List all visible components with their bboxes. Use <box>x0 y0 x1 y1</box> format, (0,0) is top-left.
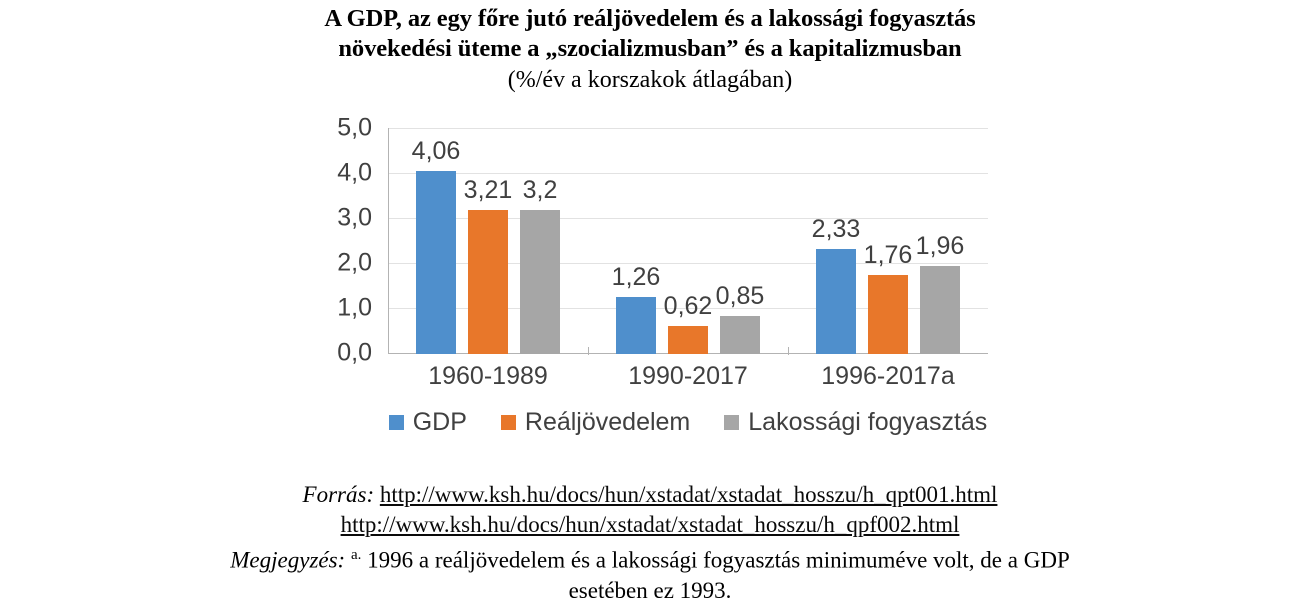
bar-realjovedelem-1996-2017a[interactable] <box>863 240 913 354</box>
bar-lakossagi-fogyasztas-1990-2017[interactable] <box>715 281 765 354</box>
bar-value-label: 4,06 <box>411 137 461 166</box>
x-axis-labels <box>388 362 988 391</box>
y-tick-label: 5,0 <box>337 113 372 142</box>
chart-title-line-2: növekedési üteme a „szocializmusban” és a kapitalizmusban <box>338 35 962 62</box>
legend-label: Lakossági fogyasztás <box>748 408 988 436</box>
bar-group-1960-1989 <box>388 128 588 354</box>
note-marker: a. <box>350 547 362 563</box>
note-row-1 <box>0 540 1300 576</box>
bar-chart <box>300 113 1000 450</box>
bar-value-label: 0,62 <box>663 292 713 321</box>
bar-gdp-1960-1989[interactable] <box>411 137 461 354</box>
bar-lakossagi-fogyasztas-1996-2017a[interactable] <box>915 231 965 354</box>
legend-swatch-icon <box>501 415 516 430</box>
source-link-2[interactable]: http://www.ksh.hu/docs/hun/xstadat/xstadat_hosszu/h_qpf002.html <box>340 512 960 537</box>
bar-groups <box>388 128 988 354</box>
legend-label: GDP <box>412 408 467 436</box>
y-tick-label: 0,0 <box>337 338 372 367</box>
chart-footnotes <box>0 480 1300 606</box>
bar-realjovedelem-1990-2017[interactable] <box>663 292 713 354</box>
note-text-line-1: 1996 a reáljövedelem és a lakossági fogyasztás minimuméve volt, de a GDP <box>367 547 1070 573</box>
y-tick-label: 2,0 <box>337 248 372 277</box>
chart-title-block <box>0 4 1300 96</box>
bar-lakossagi-fogyasztas-1960-1989[interactable] <box>520 176 560 354</box>
chart-title-line-1: A GDP, az egy főre jutó reáljövedelem és a lakossági fogyasztás <box>324 5 976 32</box>
source-row-2 <box>0 510 1300 540</box>
source-link-1[interactable]: http://www.ksh.hu/docs/hun/xstadat/xstadat_hosszu/h_qpt001.html <box>379 482 998 507</box>
note-text-line-2: esetében ez 1993. <box>568 577 732 603</box>
bar-group-1990-2017 <box>588 128 788 354</box>
legend-item-lakossagi-fogyasztas[interactable] <box>724 408 987 437</box>
bar-gdp-1990-2017[interactable] <box>611 263 661 354</box>
source-row-1 <box>0 480 1300 510</box>
legend-item-gdp[interactable] <box>389 408 467 437</box>
chart-legend <box>388 408 988 437</box>
legend-swatch-icon <box>389 415 404 430</box>
bar-value-label: 1,96 <box>915 231 965 260</box>
bar-value-label: 3,21 <box>463 175 513 204</box>
bar-value-label: 3,2 <box>522 176 558 204</box>
bar-value-label: 2,33 <box>811 215 861 244</box>
bar-value-label: 1,26 <box>611 263 661 292</box>
y-tick-label: 3,0 <box>337 203 372 232</box>
note-label: Megjegyzés: <box>230 547 346 573</box>
y-axis-labels <box>300 113 380 367</box>
x-tick-label: 1990-2017 <box>628 362 748 390</box>
x-tick-label: 1960-1989 <box>428 362 548 390</box>
bar-value-label: 1,76 <box>863 240 913 269</box>
legend-label: Reáljövedelem <box>524 408 691 436</box>
legend-item-realjovedelem[interactable] <box>501 408 690 437</box>
note-row-2 <box>0 576 1300 606</box>
legend-swatch-icon <box>724 415 739 430</box>
y-tick-label: 4,0 <box>337 158 372 187</box>
bar-realjovedelem-1960-1989[interactable] <box>463 175 513 355</box>
x-tick-label: 1996-2017a <box>821 362 955 390</box>
bar-gdp-1996-2017a[interactable] <box>811 215 861 354</box>
bar-value-label: 0,85 <box>715 281 765 310</box>
y-tick-label: 1,0 <box>337 293 372 322</box>
bar-group-1996-2017a <box>788 128 988 354</box>
source-label: Forrás: <box>302 482 375 507</box>
chart-title-subtitle: (%/év a korszakok átlagában) <box>507 67 793 93</box>
